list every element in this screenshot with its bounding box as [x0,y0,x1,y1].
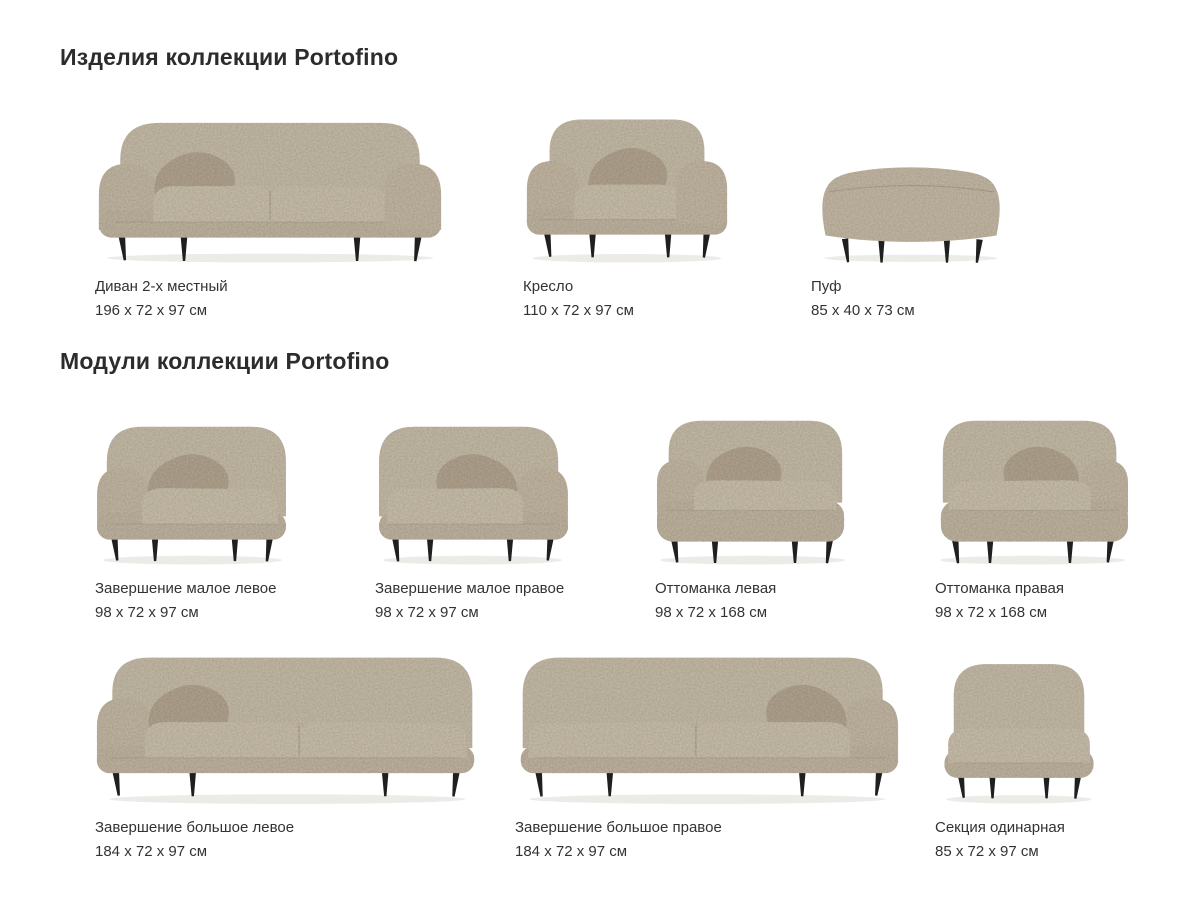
module-card-large-end-left[interactable] [95,644,480,861]
product-dimensions: 184 x 72 x 97 см [95,843,208,860]
modules-row-1 [95,409,1200,622]
modules-row-2 [95,644,1200,861]
product-dimensions: 85 x 72 x 97 см [935,843,1039,860]
product-card-sofa[interactable] [95,105,445,320]
large-end-right-illustration [515,648,900,804]
product-name: Завершение большое левое [95,819,295,836]
product-name: Оттоманка правая [935,580,1064,597]
product-image [655,409,855,565]
product-image [95,105,445,263]
section-title-modules: Модули коллекции Portofino [60,348,390,374]
product-dimensions: 98 x 72 x 97 см [375,604,479,621]
product-dimensions: 98 x 72 x 168 см [935,604,1048,621]
product-name: Завершение малое правое [375,580,565,597]
product-image [935,409,1135,565]
section-title-products: Изделия коллекции Portofino [60,44,399,70]
product-image [935,644,1105,804]
product-name: Кресло [523,278,574,295]
armchair-illustration [523,110,731,263]
product-dimensions: 98 x 72 x 168 см [655,604,768,621]
product-dimensions: 110 x 72 x 97 см [523,302,634,319]
product-card-pouf[interactable] [811,105,1016,320]
product-image [811,105,1016,263]
product-dimensions: 98 x 72 x 97 см [95,604,199,621]
small-end-right-illustration [375,417,570,565]
product-card-armchair[interactable] [523,105,733,320]
product-image [95,409,295,565]
module-card-ottoman-right[interactable] [935,409,1135,622]
product-name: Завершение большое правое [515,819,722,836]
ottoman-right-illustration [935,411,1130,565]
products-row [95,105,1200,320]
product-name: Оттоманка левая [655,580,777,597]
product-dimensions: 85 x 40 x 73 см [811,302,915,319]
module-card-ottoman-left[interactable] [655,409,855,622]
product-name: Диван 2-х местный [95,278,228,295]
product-image [95,644,480,804]
product-dimensions: 196 x 72 x 97 см [95,302,208,319]
product-image [515,644,900,804]
product-dimensions: 184 x 72 x 97 см [515,843,628,860]
product-name: Секция одинарная [935,819,1065,836]
sofa-2-seat-illustration [95,115,445,263]
product-image [523,105,733,263]
pouf-illustration [811,148,1011,263]
product-image [375,409,575,565]
single-section-illustration [935,653,1103,804]
module-card-large-end-right[interactable] [515,644,900,861]
product-name: Пуф [811,278,842,295]
large-end-left-illustration [95,648,480,804]
module-card-small-end-left[interactable] [95,409,295,622]
product-name: Завершение малое левое [95,580,277,597]
module-card-small-end-right[interactable] [375,409,575,622]
small-end-left-illustration [95,417,290,565]
module-card-single-section[interactable] [935,644,1105,861]
ottoman-left-illustration [655,411,850,565]
